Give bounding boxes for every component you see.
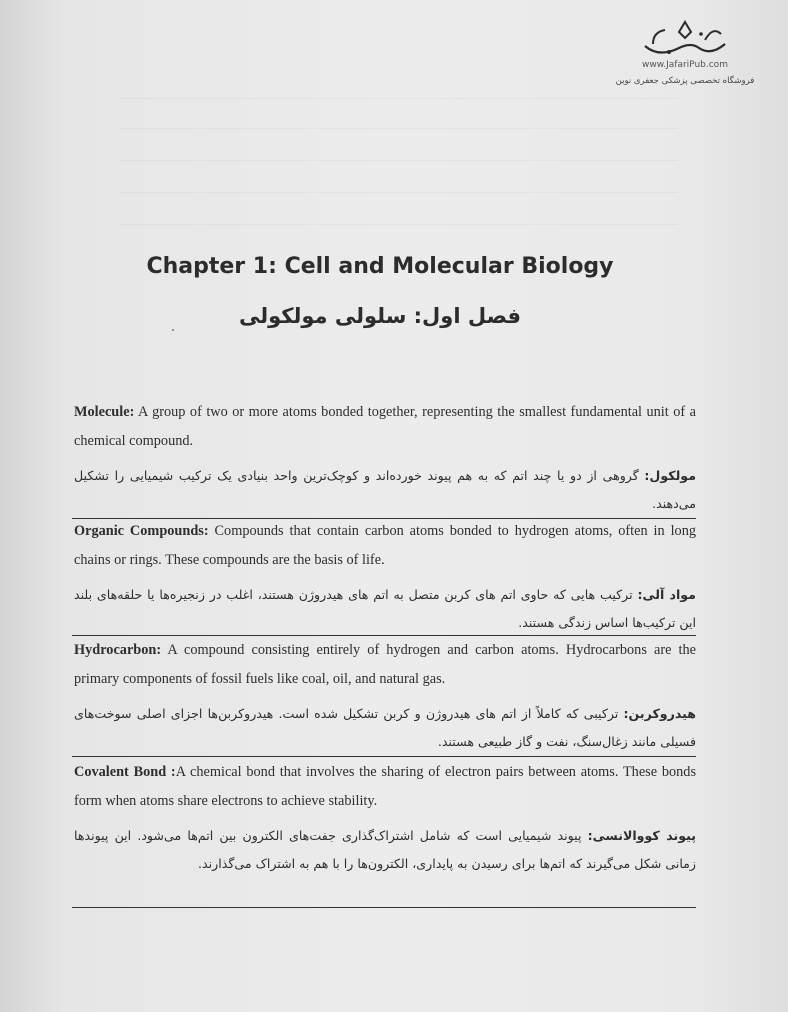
definition-english: Compounds that contain carbon atoms bonded to hydrogen atoms, often in long chains or rings. These compounds are the basis of life. [74,523,696,568]
definition-english: A chemical bond that involves the sharing of electron pairs between atoms. These bonds form when atoms share electrons to achieve stability. [74,764,697,809]
term-persian: مواد آلی: [637,587,696,602]
chapter-title-english: Chapter 1: Cell and Molecular Biology [146,254,614,279]
entry-persian [74,700,696,756]
entry-english [74,758,696,816]
bleed-through-line [120,224,678,235]
bleed-through-line [120,160,678,171]
glossary-entry-molecule [74,398,696,518]
definition-persian: پیوند شیمیایی است که شامل اشتراک‌گذاری جفت‌های الکترون بین اتم‌ها می‌شود. این پیوندها زمانی شکل می‌گیرند که اتم‌ها برای رسیدن به پایداری، الکترون‌ها را با هم به اشتراک می‌گذارند. [74,828,696,871]
entry-english [74,517,696,575]
definition-persian: ترکیبی که کاملاً از اتم های هیدروژن و کربن تشکیل شده است. هیدروکربن‌ها اجزای اصلی سوخت‌های فسیلی مانند زغال‌سنگ، نفت و گاز طبیعی هستند. [74,706,696,749]
entry-divider [72,756,696,757]
definition-persian: ترکیب هایی که حاوی اتم های کربن متصل به اتم های هیدروژن هستند، اغلب در زنجیره‌ها یا حلقه‌های بلند این ترکیب‌ها اساس زندگی هستند. [74,587,696,630]
term-persian: هیدروکربن: [623,706,696,721]
term-english: Covalent Bond : [74,764,176,780]
entry-divider [72,907,696,908]
definition-persian: گروهی از دو یا چند اتم که به هم پیوند خورده‌اند و کوچک‌ترین واحد بنیادی یک ترکیب شیمیایی را تشکیل می‌دهند. [74,468,696,511]
entry-persian [74,462,696,518]
glossary-entry-hydrocarbon [74,636,696,756]
chapter-title-persian: فصل اول: سلولی مولکولی [238,304,522,328]
glossary-entry-covalent-bond [74,758,696,878]
definition-english: A group of two or more atoms bonded together, representing the smallest fundamental unit of a chemical compound. [74,404,696,449]
entry-persian [74,581,696,637]
publisher-shop-name: فروشگاه تخصصی پزشکی جعفری نوین [615,76,755,86]
term-persian: پیوند کووالانسی: [587,828,696,843]
bleed-through-line [120,192,678,203]
term-english: Hydrocarbon: [74,642,162,658]
entry-english [74,636,696,694]
page-speck [172,329,174,331]
entry-english [74,398,696,456]
term-persian: مولکول: [644,468,696,483]
publisher-logo [610,18,760,86]
bleed-through-line [120,128,678,139]
publisher-url: www.JafariPub.com [642,60,728,70]
publisher-emblem-icon [639,18,731,60]
entry-persian [74,822,696,878]
definition-english: A compound consisting entirely of hydrogen and carbon atoms. Hydrocarbons are the primary components of fossil fuels like coal, oil, and natural gas. [74,642,696,687]
glossary-entry-organic-compounds [74,517,696,637]
term-english: Molecule: [74,404,135,420]
bleed-through-line [120,98,678,109]
term-english: Organic Compounds: [74,523,209,539]
